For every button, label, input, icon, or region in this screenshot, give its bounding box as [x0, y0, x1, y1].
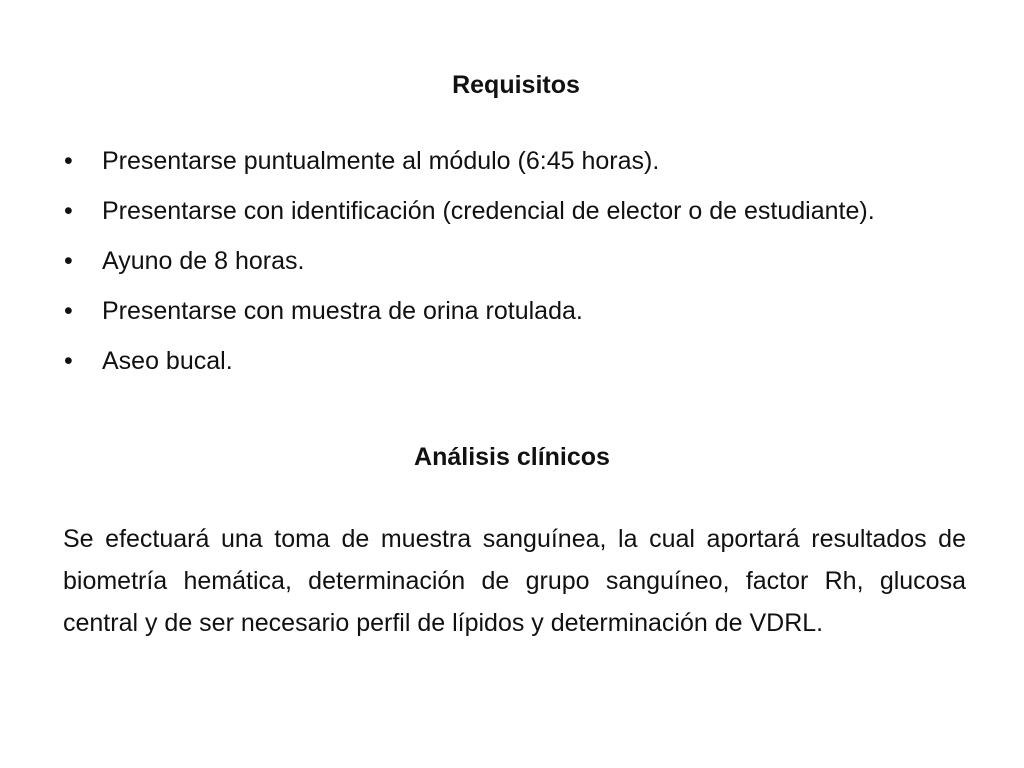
- list-item-text: Presentarse puntualmente al módulo (6:45 horas).: [102, 147, 660, 175]
- requisitos-list: [60, 142, 966, 392]
- list-item: [60, 192, 966, 230]
- list-item: [60, 242, 966, 280]
- bullet-icon: •: [64, 147, 73, 175]
- list-item-text: Presentarse con muestra de orina rotulada.: [102, 297, 583, 325]
- analisis-heading: Análisis clínicos: [414, 443, 610, 471]
- list-item-text: Ayuno de 8 horas.: [102, 247, 305, 275]
- analisis-paragraph: Se efectuará una toma de muestra sanguínea, la cual aportará resultados de biometría hemática, determinación de grupo sanguíneo, factor Rh, glucosa central y de ser necesario perfil de lípidos y determinación de VDRL.: [63, 525, 966, 637]
- list-item: [60, 292, 966, 330]
- requisitos-heading: Requisitos: [452, 71, 580, 99]
- list-item-text: Presentarse con identificación (credencial de elector o de estudiante).: [102, 197, 875, 225]
- list-item: [60, 142, 966, 180]
- list-item: [60, 342, 966, 380]
- bullet-icon: •: [64, 347, 73, 375]
- bullet-icon: •: [64, 297, 73, 325]
- bullet-icon: •: [64, 247, 73, 275]
- bullet-icon: •: [64, 197, 73, 225]
- list-item-text: Aseo bucal.: [102, 347, 233, 375]
